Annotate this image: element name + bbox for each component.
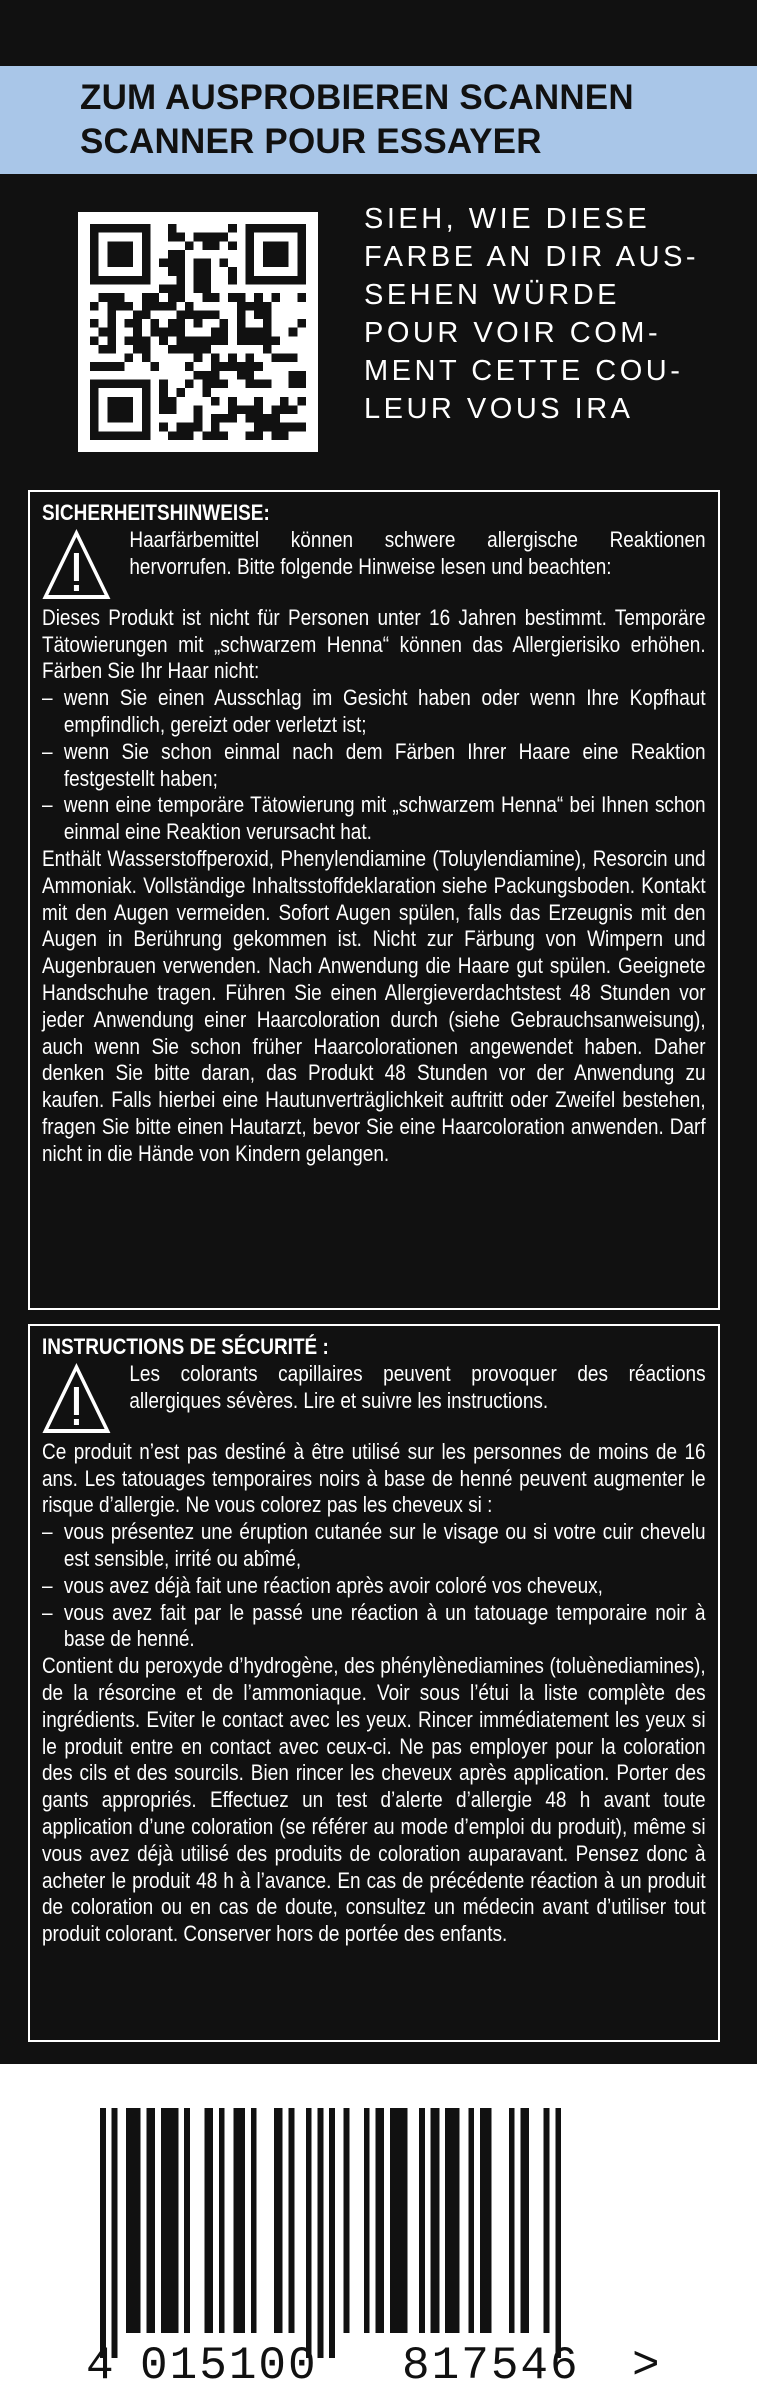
scan-banner [0, 66, 757, 174]
qr-caption-line: MENT CETTE COU- [364, 355, 684, 387]
barcode-first-digit: 4 [86, 2340, 114, 2392]
qr-code[interactable] [78, 212, 318, 452]
safety-title-fr: INSTRUCTIONS DE SÉCURITÉ : [42, 1334, 329, 1359]
scan-banner-fr: SCANNER POUR ESSAYER [80, 122, 542, 161]
qr-caption-line: POUR VOIR COM- [364, 317, 662, 349]
safety-intro-fr: Ce produit n’est pas destiné à être utilisé sur les personnes de moins de 16 ans. Les tatouages temporaires noirs à base de henné peuvent augmenter le risque d’allergie. Ne vous colorez pas les cheveux si : [42, 1438, 706, 1518]
safety-warning-fr: Les colorants capillaires peuvent provoquer des réactions allergiques sévères. Lire et suivre les instructions. [129, 1360, 706, 1413]
qr-caption-line: FARBE AN DIR AUS- [364, 241, 700, 273]
list-item: – wenn eine temporäre Tätowierung mit „schwarzem Henna“ bei Ihnen schon einmal eine Reaktion verursacht hat. [42, 792, 706, 845]
safety-box-de [28, 490, 720, 1310]
barcode-icon [80, 2108, 670, 2358]
qr-caption [364, 200, 730, 428]
barcode-right-group: 817546 [402, 2340, 580, 2392]
warning-triangle-icon [42, 529, 111, 601]
safety-intro-de: Dieses Produkt ist nicht für Personen unter 16 Jahren bestimmt. Temporäre Tätowierungen mit „schwarzem Henna“ können das Allergierisiko erhöhen. Färben Sie Ihr Haar nicht: [42, 604, 706, 684]
list-item: – vous présentez une éruption cutanée sur le visage ou si votre cuir chevelu est sensible, irrité ou abîmé, [42, 1519, 706, 1571]
scan-banner-de: ZUM AUSPROBIEREN SCANNEN [80, 78, 634, 117]
list-item: – wenn Sie einen Ausschlag im Gesicht haben oder wenn Ihre Kopfhaut empfindlich, gereizt oder verletzt ist; [42, 685, 706, 737]
barcode-left-group: 015100 [140, 2340, 318, 2392]
barcode-end-mark: > [632, 2340, 660, 2392]
safety-body-fr: Contient du peroxyde d’hydrogène, des phénylènediamines (toluènediamines), de la résorcine et de l’ammoniaque. Voir sous l’étui la liste complète des ingrédients. Eviter le contact avec les yeux. Rincer immédiatement les yeux si le produit entre en contact avec ceux-ci. Ne pas employer pour la coloration des cils et des sourcils. Bien rincer les cheveux après application. Porter des gants appropriés. Effectuez un test d’alerte d’allergie 48 h avant toute application d’une coloration (se référer au mode d’emploi du produit), même si vous avez déjà utilisé des produits de coloration auparavant. Pensez donc à acheter le produit 48 h à l’avance. En cas de précédente réaction à un produit de coloration ou en cas de doute, consultez un médecin avant d’utiliser tout produit colorant. Conserver hors de portée des enfants. [42, 1653, 706, 1947]
list-item: – vous avez fait par le passé une réaction à un tatouage temporaire noir à base de henné. [42, 1599, 706, 1652]
safety-body-de: Enthält Wasserstoffperoxid, Phenylendiamine (Toluylendiamine), Resorcin und Ammoniak. Vollständige Inhaltsstoffdeklaration siehe Packungsboden. Kontakt mit den Augen vermeiden. Sofort Augen spülen, falls das Erzeugnis mit den Augen in Berührung gekommen ist. Nicht zur Färbung von Wimpern und Augenbrauen verwenden. Nach Anwendung die Haare gut spülen. Geeignete Handschuhe tragen. Führen Sie einen Allergieverdachtstest 48 Stunden vor jeder Anwendung einer Haarcoloration durch (siehe Gebrauchsanweisung), auch wenn Sie schon früher Haarcolorationen angewendet haben. Daher denken Sie bitte daran, das Produkt 48 Stunden vor der Anwendung zu kaufen. Falls hierbei eine Hautunverträglichkeit auftritt oder Zweifel bestehen, fragen Sie bitte einen Hautarzt, bevor Sie eine Haarcoloration anwenden. Darf nicht in die Hände von Kindern gelangen. [42, 845, 706, 1166]
list-item: – vous avez déjà fait une réaction après avoir coloré vos cheveux, [42, 1572, 603, 1598]
warning-triangle-icon [42, 1363, 111, 1435]
qr-code-icon [90, 224, 306, 440]
safety-warning-de: Haarfärbemittel können schwere allergische Reaktionen hervorrufen. Bitte folgende Hinweise lesen und beachten: [129, 526, 706, 579]
safety-box-fr [28, 1324, 720, 2042]
qr-caption-line: SEHEN WÜRDE [364, 279, 621, 311]
barcode-number [80, 2340, 700, 2396]
list-item: – wenn Sie schon einmal nach dem Färben Ihrer Haare eine Reaktion festgestellt haben; [42, 738, 706, 791]
qr-caption-line: SIEH, WIE DIESE [364, 203, 651, 235]
safety-title-de: SICHERHEITSHINWEISE: [42, 500, 270, 525]
qr-caption-line: LEUR VOUS IRA [364, 393, 634, 425]
barcode-area [0, 2064, 757, 2400]
